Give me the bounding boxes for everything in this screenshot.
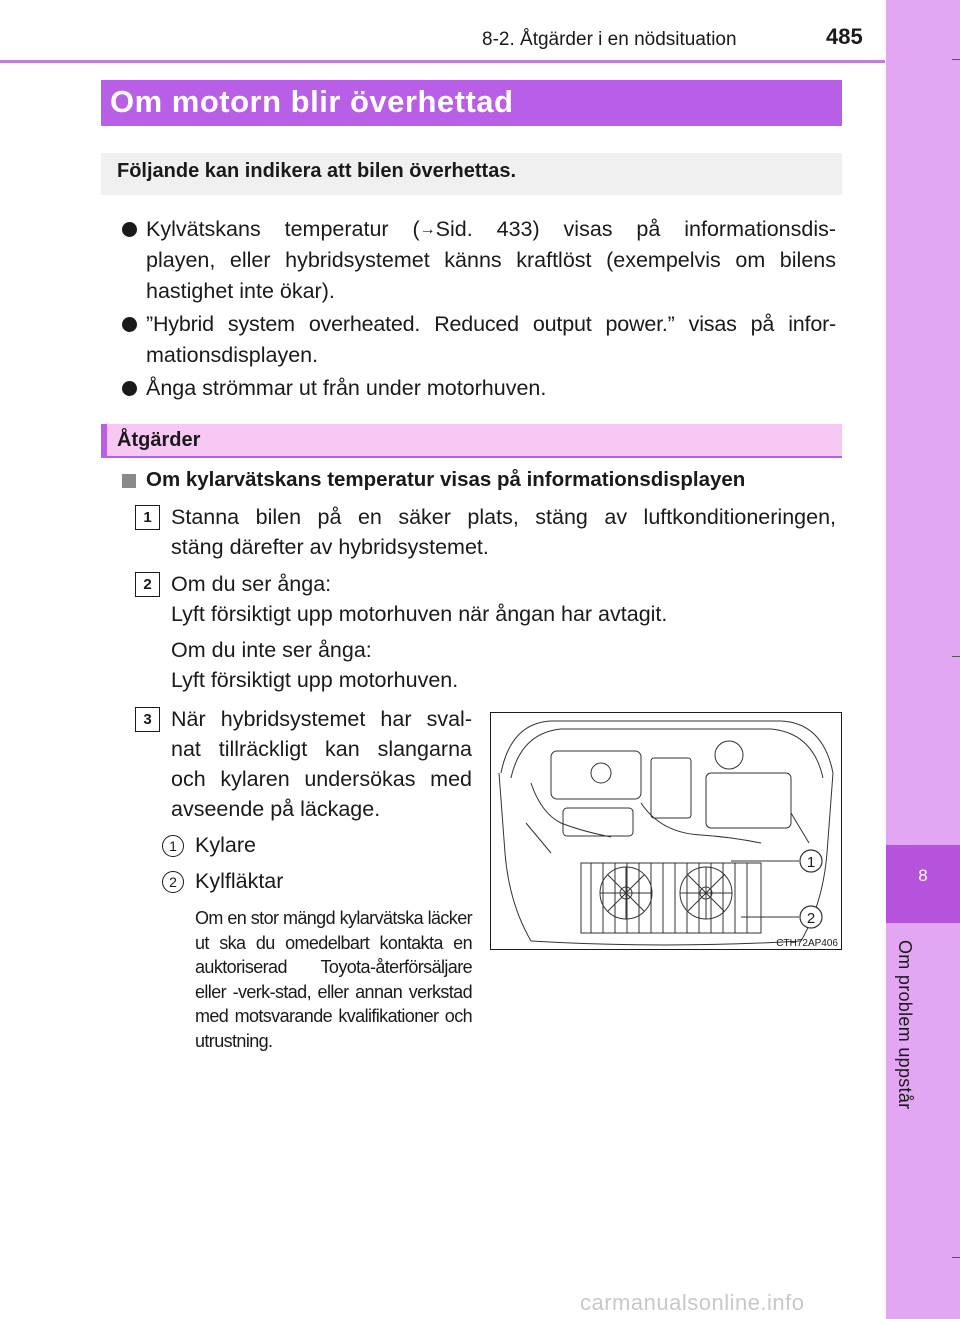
chapter-label: Om problem uppstår — [895, 940, 915, 1110]
bullet-icon — [122, 222, 137, 237]
actions-bar — [101, 424, 842, 458]
bullet-item-3 — [146, 373, 836, 404]
section-title: 8-2. Åtgärder i en nödsituation — [482, 29, 737, 50]
bullet-item-1 — [146, 214, 836, 307]
actions-heading: Åtgärder — [117, 429, 201, 451]
bullet-item-2 — [146, 309, 836, 371]
callout-1: 1 — [806, 854, 816, 871]
bullet-line: Kylvätskans temperatur (→Sid. 433) visas på informationsdis- — [146, 217, 837, 241]
warning-note: Om en stor mängd kylarvätska läcker ut ska du omedelbart kontakta en auktoriserad Toyota-återförsäljare eller -verk-stad, eller annan verkstad med motsvarande kvalifikationer och utrustning. — [195, 908, 472, 1051]
bullet-line: hastighet inte ökar). — [146, 279, 335, 303]
part-label-1: Kylare — [195, 833, 256, 857]
engine-bay-illustration — [490, 712, 842, 950]
actions-subheading: Om kylarvätskans temperatur visas på informationsdisplayen — [146, 468, 746, 491]
intro-text: Följande kan indikera att bilen överhettas. — [117, 160, 516, 182]
header-divider — [0, 60, 885, 63]
bullet-line: ”Hybrid system overheated. Reduced output power.” visas på infor- — [146, 312, 836, 336]
bullet-line: mationsdisplayen. — [146, 343, 319, 367]
chapter-side-tab — [886, 0, 960, 1319]
bullet-icon — [122, 317, 137, 332]
engine-bay-drawing — [491, 713, 841, 949]
step-1-text: Stanna bilen på en säker plats, stäng av luftkonditioneringen, stäng därefter av hybridsystemet. — [171, 505, 836, 559]
step-number-box: 1 — [135, 505, 160, 530]
square-bullet-icon — [122, 474, 136, 488]
crop-tick — [952, 59, 960, 60]
crop-tick — [952, 656, 960, 657]
bullet-icon — [122, 381, 137, 396]
watermark: carmanualsonline.info — [580, 1290, 805, 1315]
step-2-text: Om du ser ånga: Lyft försiktigt upp motorhuven när ångan har avtagit. Om du inte ser ånga: Lyft försiktigt upp motorhuven. — [171, 572, 668, 692]
step-number-box: 2 — [135, 572, 160, 597]
bullet-line: Ånga strömmar ut från under motorhuven. — [146, 376, 547, 400]
page-title: Om motorn blir överhettad — [110, 84, 514, 119]
arrow-icon: → — [419, 221, 436, 238]
crop-tick — [952, 1257, 960, 1258]
step-number-box: 3 — [135, 707, 160, 732]
part-number-2: 2 — [162, 871, 184, 893]
figure-code: CTH72AP406 — [776, 938, 838, 949]
page-number: 485 — [826, 24, 863, 49]
part-label-2: Kylfläktar — [195, 869, 284, 893]
step-3-text: När hybridsystemet har sval- nat tillräckligt kan slangarna och kylaren undersökas med avseende på läckage. — [171, 707, 472, 821]
bullet-line: playen, eller hybridsystemet känns kraftlöst (exempelvis om bilens — [146, 248, 836, 272]
part-number-1: 1 — [162, 835, 184, 857]
chapter-number: 8 — [918, 866, 928, 885]
callout-2: 2 — [806, 910, 816, 927]
